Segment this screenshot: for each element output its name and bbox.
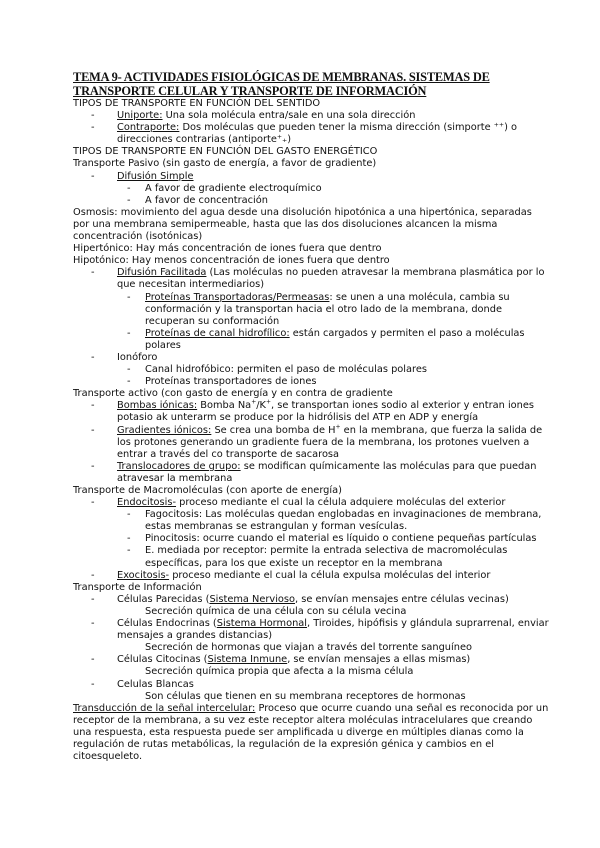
text-ionoforo: Ionóforo (117, 351, 158, 363)
bullet: - (91, 654, 95, 666)
list-item-bombas-ionicas (73, 400, 550, 424)
list-item-proteinas-transportadoras (73, 292, 550, 328)
superscript-plus: + (335, 423, 341, 431)
list-item-celulas-endocrinas (73, 618, 550, 642)
sub-celulas-blancas: Son células que tienen en su membrana receptores de hormonas (145, 690, 466, 702)
term-endocitosis: Endocitosis- (117, 497, 177, 509)
term-sistema-inmune: Sistema Inmune (207, 654, 288, 666)
sub-celulas-citocinas: Secreción química propia que afecta a la misma célula (145, 666, 414, 678)
bullet: - (91, 497, 95, 509)
sub-celulas-parecidas: Secreción química de una célula con su célula vecina (145, 605, 407, 617)
text-ce-b: , Tiroides, hipófisis y glándula suprarrenal, enviar mensajes a grandes distancias) (117, 618, 549, 642)
paragraph-osmosis: Osmosis: movimiento del agua desde una disolución hipotónica a una hipertónica, separadas por una membrana semipermeable, hasta que las dos disoluciones alcancen la misma concentración (isotónicas) (73, 206, 532, 243)
text-cc-a: Células Citocinas ( (117, 654, 208, 666)
term-sistema-hormonal: Sistema Hormonal (216, 618, 308, 630)
superscript-plus: + (265, 399, 271, 407)
bullet: - (127, 327, 131, 339)
term-gradientes-ionicos: Gradientes iónicos: (117, 424, 212, 436)
text-bombas-b: /K (256, 400, 266, 412)
text-mediada-receptor: E. mediada por receptor: permite la entrada selectiva de macromoléculas específicas, para los que existe un receptor en la membrana (145, 545, 508, 569)
text-ce-a: Células Endocrinas ( (117, 618, 217, 630)
term-translocadores: Translocadores de grupo: (117, 460, 241, 472)
bullet: - (127, 509, 131, 521)
bullet: - (91, 351, 95, 363)
term-bombas-ionicas: Bombas iónicas: (117, 400, 198, 412)
term-proteinas-canal: Proteínas de canal hidrofílico: (145, 327, 290, 339)
text-bombas-a: Bomba Na (197, 400, 252, 412)
sub-celulas-endocrinas: Secreción de hormonas que viajan a través del torrente sanguíneo (145, 642, 472, 654)
bullet: - (91, 593, 95, 605)
list-item-gradientes-ionicos (73, 425, 550, 461)
bullet: - (127, 364, 131, 376)
list-item-io-b (73, 376, 550, 388)
bullet: - (127, 545, 131, 557)
term-sistema-nervioso: Sistema Nervioso (209, 593, 296, 605)
text-contraporte: Dos moléculas que pueden tener la misma dirección (simporte ⁺⁺) o direcciones contrarias (antiporte⁺₊) (117, 122, 518, 146)
list-item-translocadores (73, 461, 550, 485)
term-transduccion: Transducción de la señal intercelular: (73, 702, 256, 714)
text-io-b: Proteínas transportadores de iones (145, 376, 317, 388)
text-proteinas-canal: están cargados y permiten el paso a moléculas polares (145, 327, 525, 351)
list-item-difusion-simple (73, 171, 550, 183)
list-item-exocitosis (73, 570, 550, 582)
term-difusion-facilitada: Difusión Facilitada (117, 267, 207, 279)
list-item-mediada-receptor (73, 545, 550, 569)
term-uniporte: Uniporte: (117, 110, 163, 122)
text-translocadores: se modifican químicamente las moléculas para que puedan atravesar la membrana (117, 460, 537, 484)
term-exocitosis: Exocitosis- (117, 569, 170, 581)
heading-informacion: Transporte de Información (73, 581, 202, 593)
bullet: - (91, 400, 95, 412)
section-heading-energetico: TIPOS DE TRANSPORTE EN FUNCIÓN DEL GASTO ENERGÉTICO (73, 146, 378, 158)
heading-macromoleculas: Transporte de Macromoléculas (con aporte de energía) (73, 485, 342, 496)
bullet: - (91, 110, 95, 122)
superscript-plus: + (251, 399, 257, 407)
text-cp-b: , se envían mensajes entre células vecinas) (295, 593, 509, 605)
line-hipotonico: Hipotónico: Hay menos concentración de iones fuera que dentro (73, 255, 390, 267)
list-item-pinocitosis (73, 533, 550, 545)
text-gradientes-a: Se crea una bomba de H (211, 424, 336, 436)
bullet: - (91, 460, 95, 472)
line-hipertonico: Hipertónico: Hay más concentración de iones fuera que dentro (73, 243, 382, 255)
text-endocitosis: proceso mediante el cual la célula adquiere moléculas del exterior (176, 497, 506, 509)
heading-activo: Transporte activo (con gasto de energía y en contra de gradiente (73, 388, 393, 400)
bullet: - (127, 291, 131, 303)
text-uniporte: Una sola molécula entra/sale en una sola dirección (162, 110, 416, 122)
list-item-celulas-blancas (73, 679, 550, 691)
text-proteinas-transportadoras: : se unen a una molécula, cambia su conformación y la transportan hacia el otro lado de la membrana, donde recuperan su conformación (145, 291, 510, 327)
list-item-io-a (73, 364, 550, 376)
text-fagocitosis: Fagocitosis: Las moléculas quedan englobadas en invaginaciones de membrana, estas membranas se estrangulan y forman vesículas. (145, 509, 542, 533)
bullet: - (127, 376, 131, 388)
list-item-proteinas-canal (73, 328, 550, 352)
bullet: - (91, 678, 95, 690)
term-difusion-simple: Difusión Simple (117, 170, 194, 182)
text-pinocitosis: Pinocitosis: ocurre cuando el material es líquido o contiene pequeñas partículas (145, 533, 537, 545)
bullet: - (127, 533, 131, 545)
text-bombas-c: , se transportan iones sodio al exterior y entran iones potasio ak unterarm se produce por la hidrólisis del ATP en ADP y energía (117, 400, 535, 424)
bullet: - (91, 267, 95, 279)
list-item-difusion-facilitada (73, 267, 550, 291)
term-proteinas-transportadoras: Proteínas Transportadoras/Permeasas (145, 291, 330, 303)
list-item-contraporte (73, 122, 550, 146)
bullet: - (91, 569, 95, 581)
bullet: - (127, 182, 131, 194)
bullet: - (91, 618, 95, 630)
list-item-ds-a (73, 183, 550, 195)
bullet: - (127, 194, 131, 206)
text-cp-a: Células Parecidas ( (117, 593, 210, 605)
text-gradientes-b: en la membrana, que fuerza la salida de los protones generando un gradiente fuera de la membrana, los protones vuelven a entrar a través del co transporte de sacarosa (117, 424, 543, 460)
title-line-1: TEMA 9- ACTIVIDADES FISIOLÓGICAS DE MEMBRANAS. SISTEMAS DE (73, 70, 490, 84)
list-item-fagocitosis (73, 509, 550, 533)
title-line-2: TRANSPORTE CELULAR Y TRANSPORTE DE INFORMACIÓN (73, 84, 427, 98)
list-item-celulas-parecidas (73, 594, 550, 606)
text-ds-a: A favor de gradiente electroquímico (145, 182, 322, 194)
list-item-ds-b (73, 195, 550, 207)
text-transduccion: Proceso que ocurre cuando una señal es reconocida por un receptor de la membrana, a su vez este receptor altera moléculas intracelulares que creando una respuesta, esta respuesta puede ser amplificada u diverge en múltiples dianas como la regulación de rutas metabólicas, la regulación de la expresión génica y cambios en el citoesqueleto. (73, 702, 549, 763)
text-ds-b: A favor de concentración (145, 194, 268, 206)
term-contraporte: Contraporte: (117, 122, 180, 134)
list-item-ionoforo (73, 352, 550, 364)
text-cc-b: , se envían mensajes a ellas mismas) (287, 654, 471, 666)
text-difusion-facilitada: (Las moléculas no pueden atravesar la membrana plasmática por lo que necesitan intermediarios) (117, 267, 545, 291)
bullet: - (91, 424, 95, 436)
list-item-uniporte (73, 110, 550, 122)
text-io-a: Canal hidrofóbico: permiten el paso de moléculas polares (145, 364, 427, 376)
text-celulas-blancas: Celulas Blancas (117, 678, 194, 690)
heading-pasivo: Transporte Pasivo (sin gasto de energía, a favor de gradiente) (73, 158, 377, 170)
text-exocitosis: proceso mediante el cual la célula expulsa moléculas del interior (169, 569, 491, 581)
list-item-endocitosis (73, 497, 550, 509)
list-item-celulas-citocinas (73, 654, 550, 666)
paragraph-transduccion (73, 703, 550, 763)
bullet: - (91, 122, 95, 134)
bullet: - (91, 170, 95, 182)
section-heading-sentido: TIPOS DE TRANSPORTE EN FUNCIÓN DEL SENTIDO (73, 98, 321, 109)
